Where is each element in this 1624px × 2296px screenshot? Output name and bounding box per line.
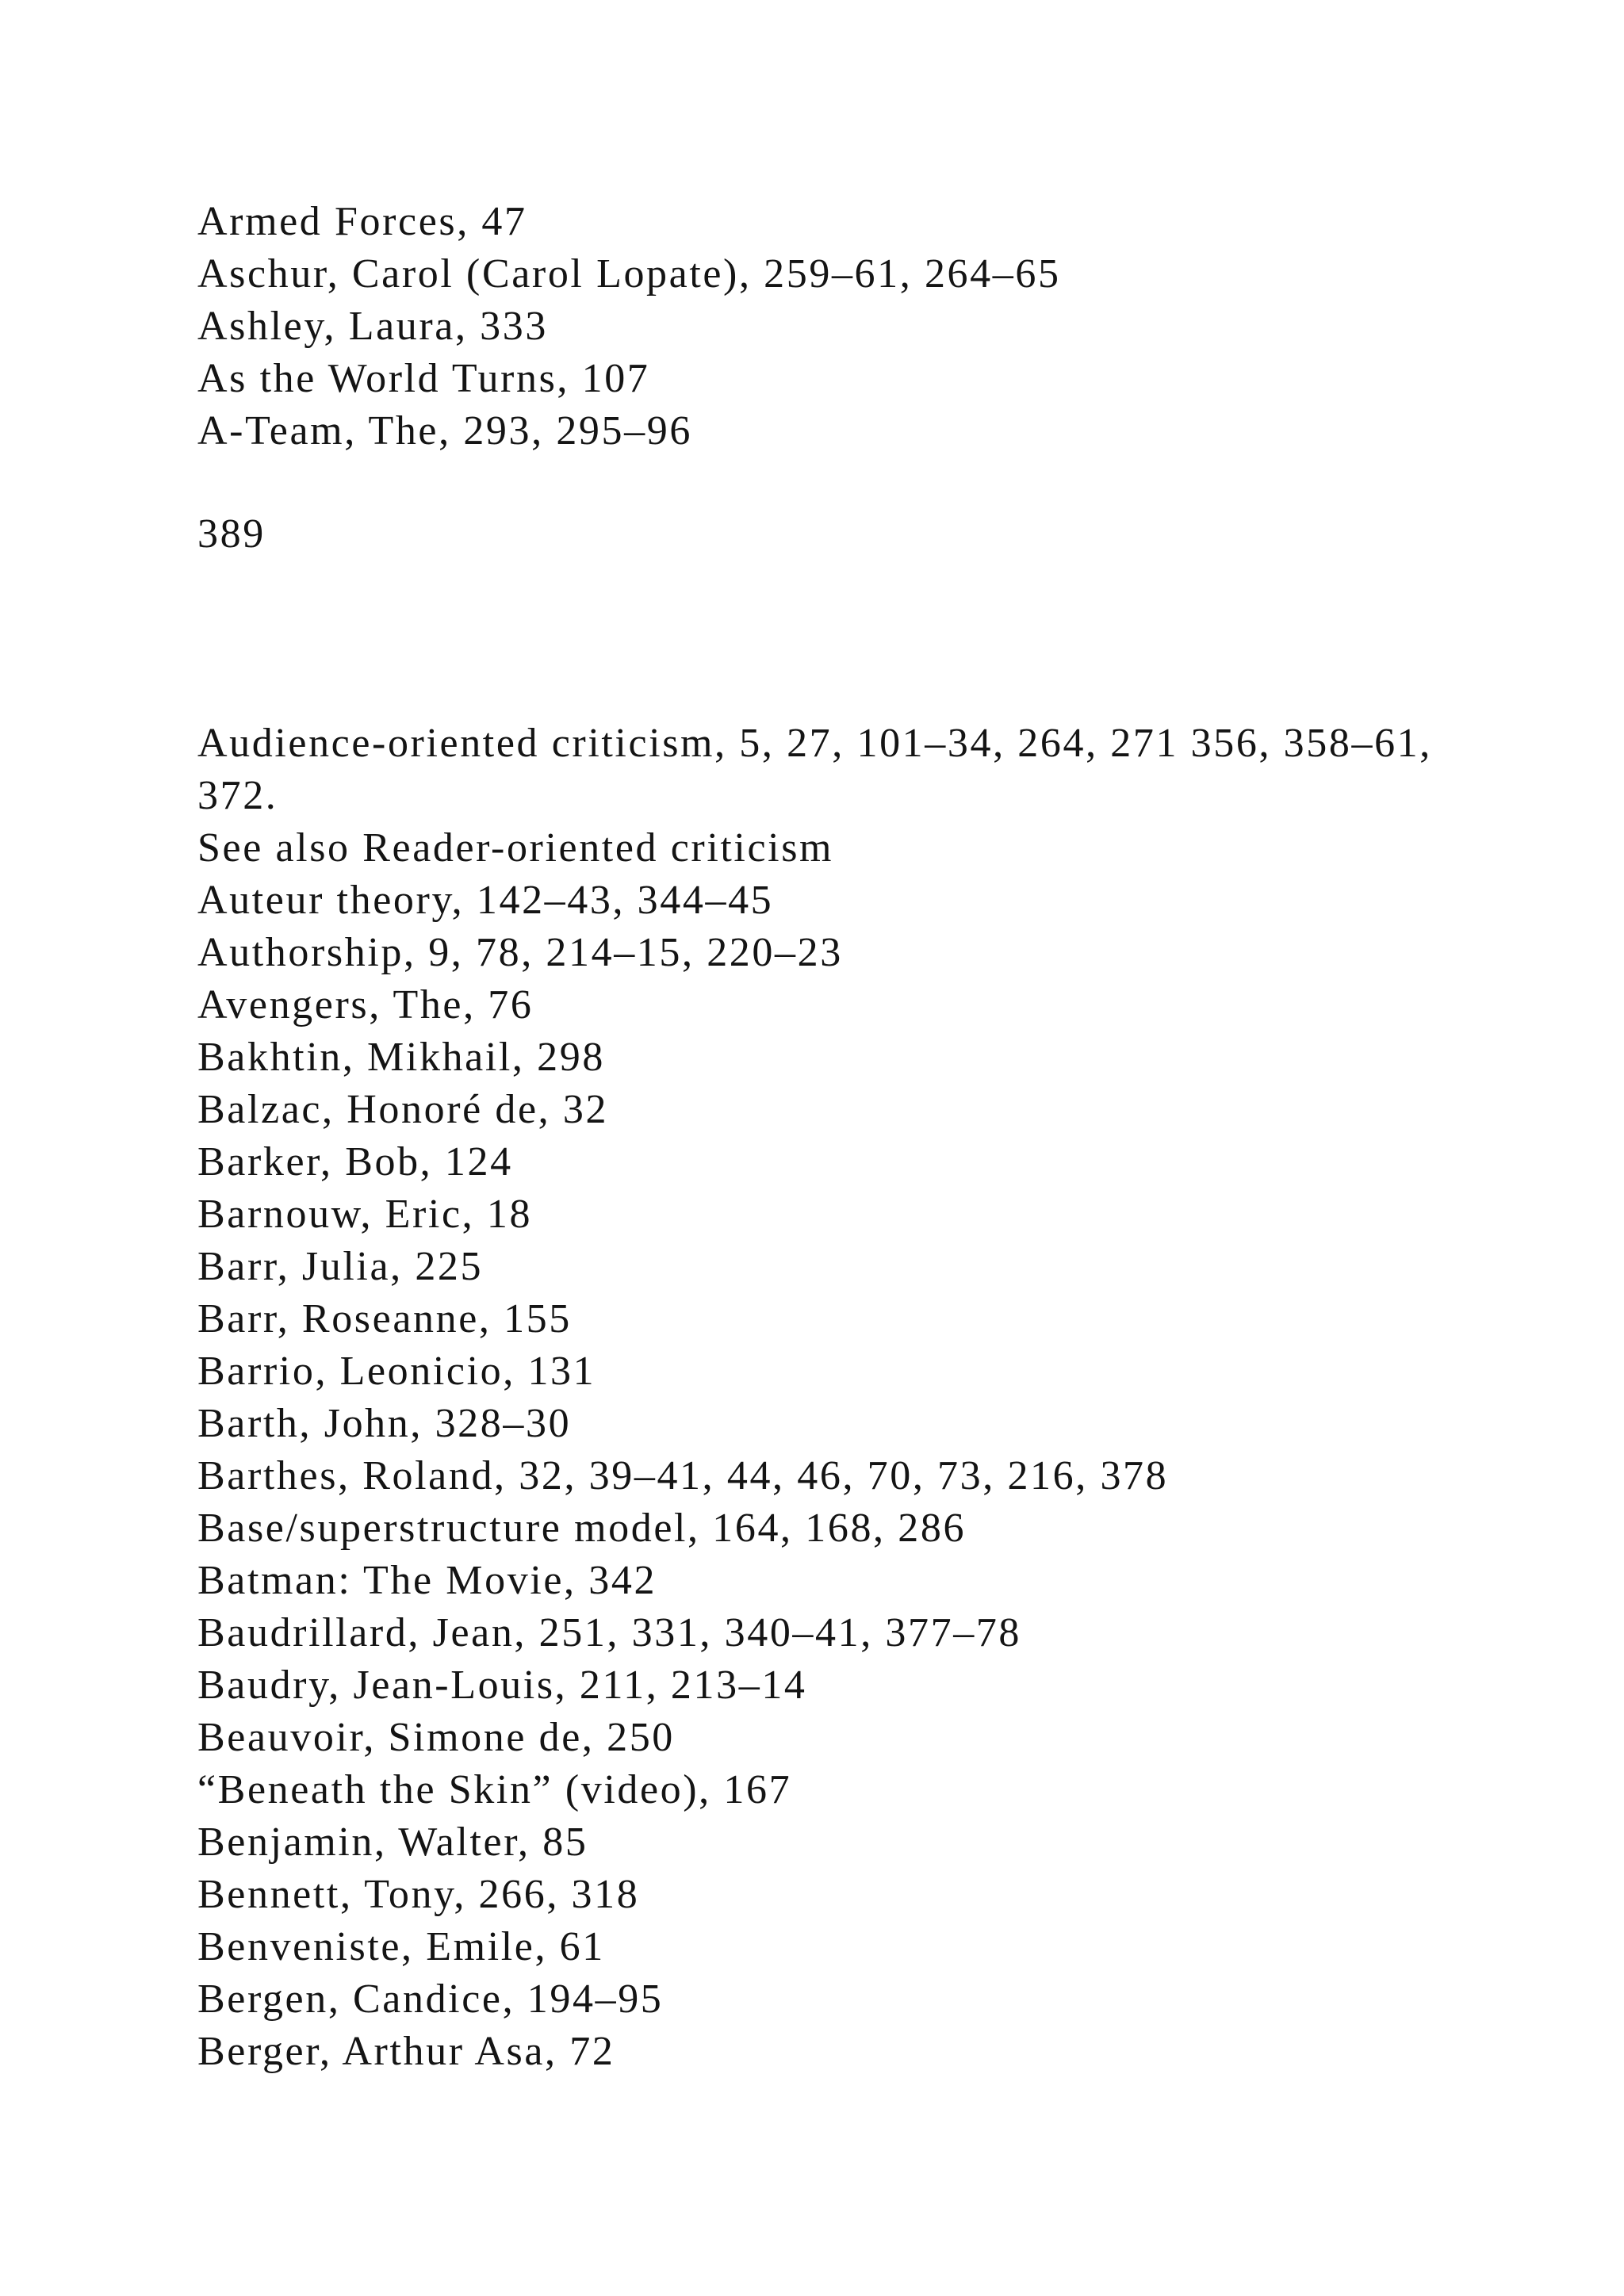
index-entry: Barth, John, 328–30 <box>197 1401 572 1446</box>
index-entry: Avengers, The, 76 <box>197 982 534 1027</box>
index-entry: Ashley, Laura, 333 <box>197 304 548 349</box>
index-entry: As the World Turns, 107 <box>197 356 650 401</box>
index-entry: Armed Forces, 47 <box>197 199 527 244</box>
index-entry: Batman: The Movie, 342 <box>197 1558 657 1603</box>
page-number <box>197 508 1434 561</box>
index-entry: Barrio, Leonicio, 131 <box>197 1349 596 1394</box>
page-number-text: 389 <box>197 511 266 557</box>
index-entry: Authorship, 9, 78, 214–15, 220–23 <box>197 930 843 975</box>
index-entry: Baudry, Jean-Louis, 211, 213–14 <box>197 1663 807 1708</box>
index-entry: Aschur, Carol (Carol Lopate), 259–61, 264–65 <box>197 251 1061 297</box>
index-entry: Benjamin, Walter, 85 <box>197 1820 588 1865</box>
index-entry: Barthes, Roland, 32, 39–41, 44, 46, 70, 73, 216, 378 <box>197 1453 1169 1498</box>
index-entry: Bakhtin, Mikhail, 298 <box>197 1035 605 1080</box>
index-entry: Baudrillard, Jean, 251, 331, 340–41, 377–78 <box>197 1610 1022 1655</box>
index-entry: Base/superstructure model, 164, 168, 286 <box>197 1506 967 1551</box>
index-entries-bottom <box>197 718 1434 2078</box>
index-entry: Bennett, Tony, 266, 318 <box>197 1872 640 1917</box>
index-entry: “Beneath the Skin” (video), 167 <box>197 1767 792 1812</box>
index-entry: Bergen, Candice, 194–95 <box>197 1976 664 2022</box>
index-entry: Barr, Julia, 225 <box>197 1244 484 1289</box>
index-entry: Berger, Arthur Asa, 72 <box>197 2029 615 2074</box>
index-entry: Beauvoir, Simone de, 250 <box>197 1715 675 1760</box>
index-entry: Barr, Roseanne, 155 <box>197 1296 572 1341</box>
index-entry: Benveniste, Emile, 61 <box>197 1924 605 1969</box>
index-entry: A-Team, The, 293, 295–96 <box>197 408 692 453</box>
index-entry: Auteur theory, 142–43, 344–45 <box>197 878 774 923</box>
index-entry: Audience-oriented criticism, 5, 27, 101–34, 264, 271 356, 358–61, 372. <box>197 721 1432 818</box>
index-entry: Barnouw, Eric, 18 <box>197 1192 533 1237</box>
index-entry: Barker, Bob, 124 <box>197 1139 513 1184</box>
index-entry: Balzac, Honoré de, 32 <box>197 1087 609 1132</box>
index-entry: See also Reader-oriented criticism <box>197 825 834 871</box>
index-entries-top <box>197 196 1434 457</box>
